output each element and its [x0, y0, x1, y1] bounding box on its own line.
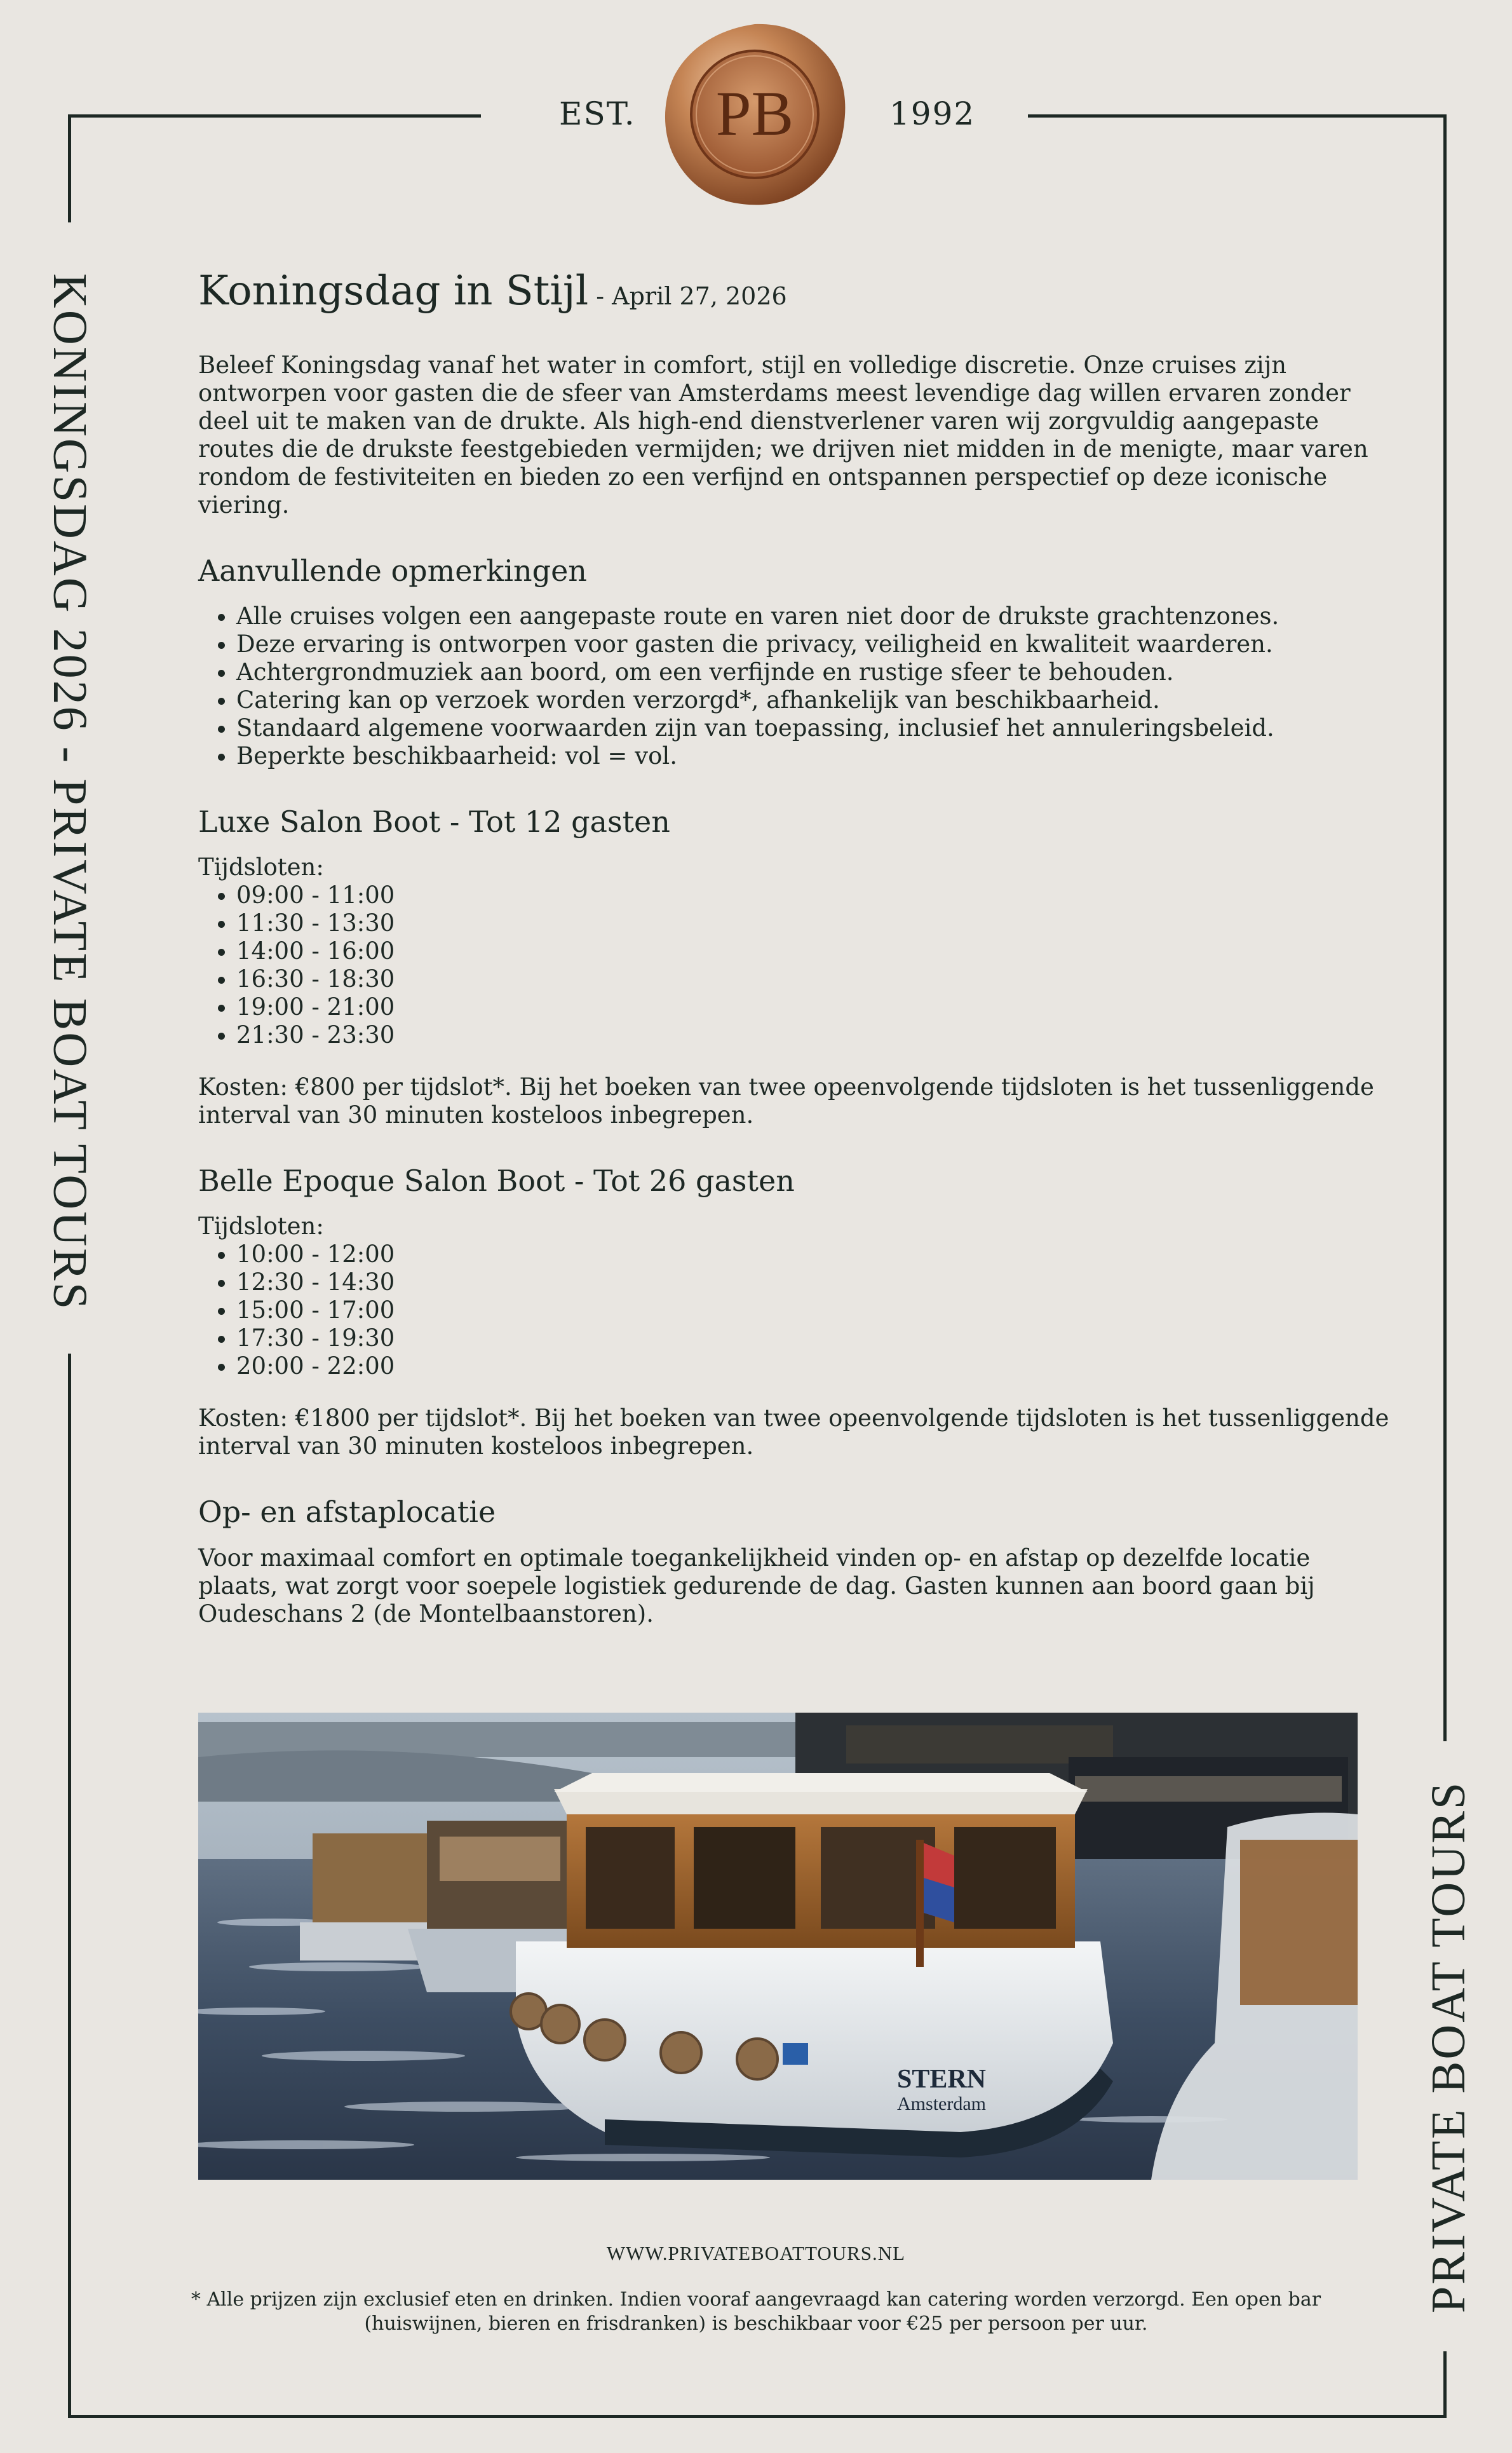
- frame-line-top-left: [68, 114, 481, 118]
- luxe-price: Kosten: €800 per tijdslot*. Bij het boeken van twee opeenvolgende tijdsloten is het tussenliggende interval van 30 minuten kosteloos inbegrepen.: [198, 1073, 1374, 1129]
- frame-line-top-right: [1028, 114, 1447, 118]
- remarks-list: [198, 602, 1393, 770]
- belle-slots-list: [198, 1240, 1393, 1380]
- title-main: Koningsdag in Stijl: [198, 268, 589, 315]
- time-slot: • 20:00 - 22:00: [236, 1352, 1393, 1380]
- time-slot: • 19:00 - 21:00: [236, 993, 1393, 1021]
- list-item: • Alle cruises volgen een aangepaste route en varen niet door de drukste grachtenzones.: [236, 602, 1393, 630]
- remarks-heading: Aanvullende opmerkingen: [198, 553, 587, 588]
- frame-line-bottom: [68, 2415, 1447, 2418]
- time-slot: • 10:00 - 12:00: [236, 1240, 1393, 1268]
- time-slot: • 15:00 - 17:00: [236, 1296, 1393, 1324]
- frame-line-right-top: [1443, 114, 1447, 1741]
- location-text: Voor maximaal comfort en optimale toegankelijkheid vinden op- en afstap op dezelfde locatie plaats, wat zorgt voor soepele logistiek gedurende de dag. Gasten kunnen aan boord gaan bij Oudeschans 2 (de Montelbaanstoren).: [198, 1544, 1315, 1627]
- list-item: • Beperkte beschikbaarheid: vol = vol.: [236, 742, 1393, 770]
- seal-monogram-text: PB: [715, 78, 794, 149]
- side-title-left: KONINGSDAG 2026 - PRIVATE BOAT TOURS: [43, 273, 97, 1312]
- time-slot: • 17:30 - 19:30: [236, 1324, 1393, 1352]
- luxe-slots-label: Tijdsloten:: [198, 853, 324, 881]
- time-slot: • 21:30 - 23:30: [236, 1021, 1393, 1049]
- list-item: • Deze ervaring is ontworpen voor gasten die privacy, veiligheid en kwaliteit waarderen.: [236, 630, 1393, 658]
- boat-home-port: Amsterdam: [897, 2093, 986, 2114]
- intro-paragraph: Beleef Koningsdag vanaf het water in comfort, stijl en volledige discretie. Onze cruises zijn ontworpen voor gasten die de sfeer van Amsterdams meest levendige dag willen ervaren zonder deel uit te maken van de drukte. Als high-end dienstverlener varen wij zorgvuldig aangepaste routes die de drukste feestgebieden vermijden; we drijven niet midden in de menigte, maar varen rondom de festiviteiten en bieden zo een verfijnd en ontspannen perspectief op deze iconische viering.: [198, 351, 1368, 519]
- side-title-right: PRIVATE BOAT TOURS: [1422, 1780, 1475, 2313]
- photo-main-boat: [511, 1773, 1113, 2157]
- time-slot: • 09:00 - 11:00: [236, 881, 1393, 909]
- canal-boat-photo: [198, 1713, 1358, 2180]
- seal-monogram: [716, 78, 793, 149]
- luxe-heading: Luxe Salon Boot - Tot 12 gasten: [198, 804, 670, 839]
- list-item: • Catering kan op verzoek worden verzorgd*, afhankelijk van beschikbaarheid.: [236, 686, 1393, 714]
- time-slot: • 14:00 - 16:00: [236, 937, 1393, 965]
- time-slot: • 12:30 - 14:30: [236, 1268, 1393, 1296]
- wax-seal-logo: [659, 19, 850, 210]
- footnote: * Alle prijzen zijn exclusief eten en drinken. Indien vooraf aangevraagd kan catering worden verzorgd. Een open bar (huiswijnen, bieren en frisdranken) is beschikbaar voor €25 per persoon per uur.: [191, 2288, 1321, 2335]
- boat-name: STERN: [896, 2065, 987, 2094]
- belle-price: Kosten: €1800 per tijdslot*. Bij het boeken van twee opeenvolgende tijdsloten is het tussenliggende interval van 30 minuten kosteloos inbegrepen.: [198, 1404, 1389, 1460]
- belle-heading: Belle Epoque Salon Boot - Tot 26 gasten: [198, 1164, 795, 1199]
- main-content: [198, 267, 1393, 1628]
- belle-slots-label: Tijdsloten:: [198, 1213, 324, 1240]
- website-url[interactable]: WWW.PRIVATEBOATTOURS.NL: [606, 2242, 906, 2264]
- est-year: 1992: [889, 95, 976, 132]
- frame-line-left-top: [68, 114, 71, 222]
- title-date: - April 27, 2026: [588, 282, 787, 310]
- time-slot: • 11:30 - 13:30: [236, 909, 1393, 937]
- est-label: EST.: [559, 95, 636, 132]
- list-item: • Achtergrondmuziek aan boord, om een verfijnde en rustige sfeer te behouden.: [236, 658, 1393, 686]
- list-item: • Standaard algemene voorwaarden zijn van toepassing, inclusief het annuleringsbeleid.: [236, 714, 1393, 742]
- frame-line-right-bottom: [1443, 2351, 1447, 2418]
- location-heading: Op- en afstaplocatie: [198, 1495, 496, 1530]
- page-title: [198, 267, 1393, 316]
- luxe-slots-list: [198, 881, 1393, 1049]
- time-slot: • 16:30 - 18:30: [236, 965, 1393, 993]
